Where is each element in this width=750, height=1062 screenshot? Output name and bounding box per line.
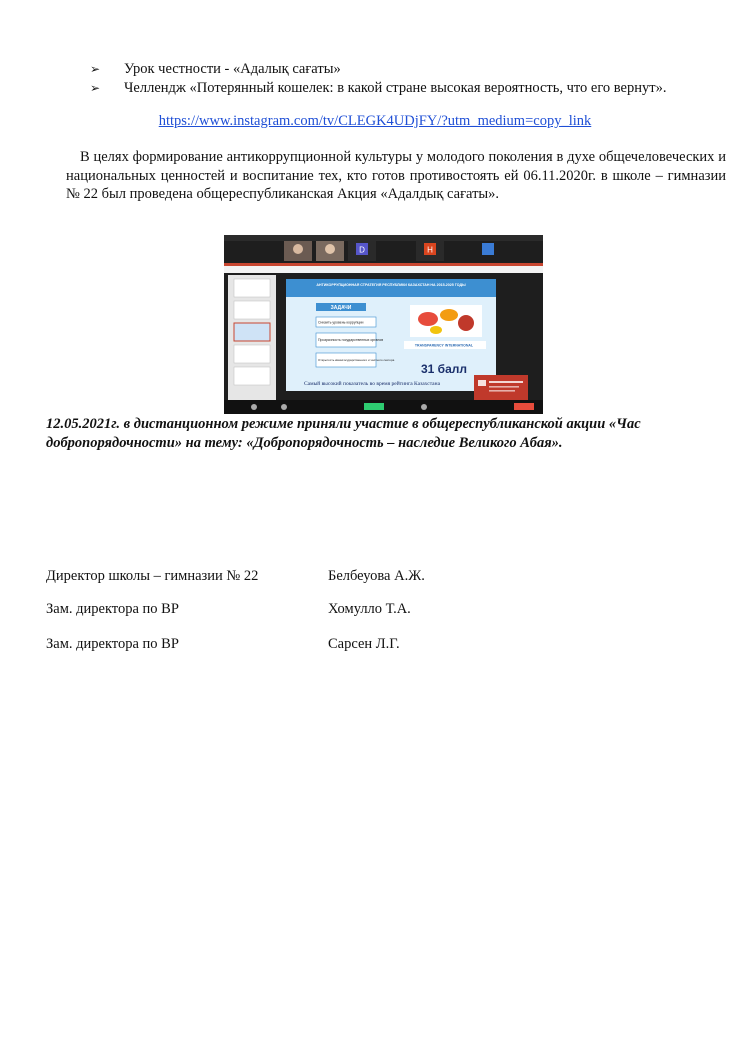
notification-popup[interactable]: [474, 375, 528, 401]
instagram-link-line: [0, 113, 750, 130]
signature-role: Зам. директора по ВР: [46, 601, 179, 617]
transparency-label: TRANSPARENCY INTERNATIONAL: [414, 343, 474, 348]
body-paragraph: В целях формирование антикоррупционной культуры у молодого поколения в духе общечеловеческих и национальных ценностей и воспитание тех, кто готов противостоять ей 06.11.2020г. в школе – гимназии № 22 был проведена общереспубликанская Акция «Адалдық сағаты».: [66, 149, 726, 202]
slide-task: Открытость квазигосударственного и частного сектора: [318, 358, 395, 362]
signature-name: Белбеуова А.Ж.: [328, 568, 425, 584]
slide-footer: Самый высокий показатель во время рейтинга Казахстана: [303, 381, 441, 387]
list-item: [90, 79, 710, 98]
signature-name: Сарсен Л.Г.: [328, 636, 400, 652]
zoom-conference-screenshot: [224, 235, 543, 414]
list-item: [90, 60, 710, 79]
signature-name: Хомулло Т.А.: [328, 601, 411, 617]
arrow-bullet-icon: ➢: [90, 81, 101, 95]
bullet-list: [90, 60, 710, 98]
slide-task: Снизить уровень коррупции: [318, 320, 364, 325]
signature-role: Директор школы – гимназии № 22: [46, 568, 259, 584]
slide-score: 31 балл: [420, 362, 468, 376]
chat-icon[interactable]: [421, 404, 427, 410]
arrow-bullet-icon: ➢: [90, 62, 101, 76]
participant-initial: H: [427, 245, 433, 255]
participant-avatar: [482, 243, 494, 255]
signature-role: Зам. директора по ВР: [46, 636, 179, 652]
slide-title: АНТИКОРРУПЦИОННАЯ СТРАТЕГИЯ РЕСПУБЛИКИ КАЗАХСТАН НА 2015-2025 ГОДЫ: [316, 283, 466, 287]
slide-task: Прозрачность государственных органов: [318, 338, 384, 342]
video-icon[interactable]: [281, 404, 287, 410]
share-screen-button[interactable]: [364, 403, 384, 410]
list-item-text: Челлендж «Потерянный кошелек: в какой стране высокая вероятность, что его вернут».: [124, 80, 667, 96]
photo-caption: 12.05.2021г. в дистанционном режиме приняли участие в общереспубликанской акции «Час добропорядочности» на тему: «Добропорядочность – наследие Великого Абая».: [46, 416, 641, 451]
leave-button[interactable]: [514, 403, 534, 410]
mute-icon[interactable]: [251, 404, 257, 410]
slide-tasks-heading: ЗАДАЧИ: [330, 305, 352, 311]
participant-initial: D: [359, 245, 365, 255]
list-item-text: Урок честности - «Адалық сағаты»: [124, 61, 341, 77]
instagram-link[interactable]: https://www.instagram.com/tv/CLEGK4UDjFY/?utm_medium=copy_link: [158, 113, 592, 129]
